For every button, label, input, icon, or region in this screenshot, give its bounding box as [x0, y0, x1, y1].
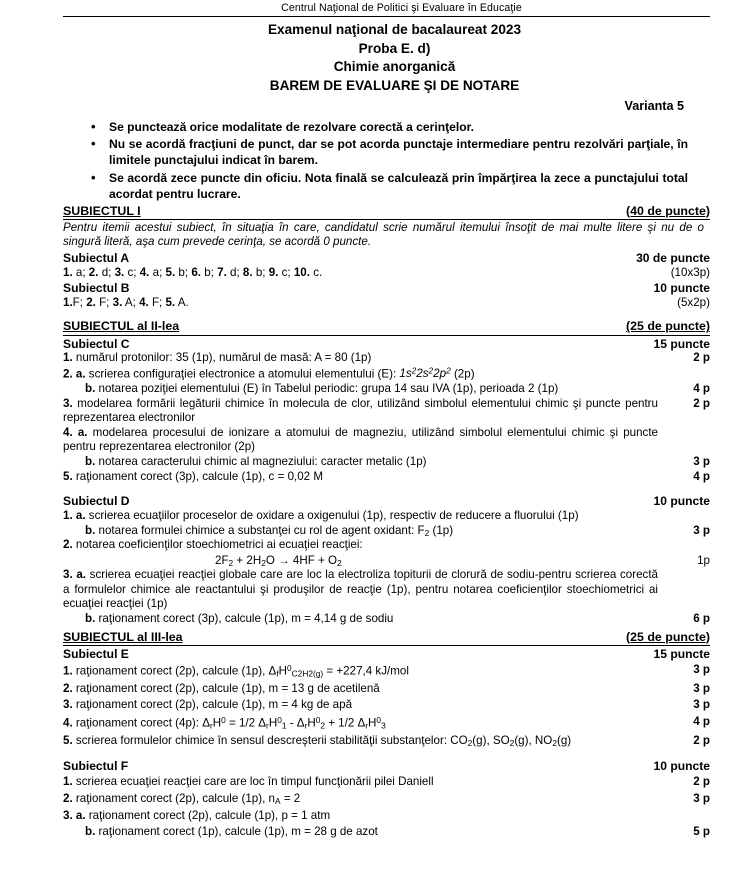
subsection-label: Subiectul F [63, 758, 129, 773]
criterion-points: 3 p [693, 523, 710, 537]
criterion-text: 1. a. scrierea ecuaţiilor proceselor de oxidare a oxigenului (1p), respectiv de reducere a fluorului (1p) [63, 508, 579, 522]
criterion-text: 3. raţionament corect (2p), calcule (1p), m = 4 kg de apă [63, 698, 353, 712]
criterion-row [63, 792, 710, 807]
criterion-points: 3 p [693, 663, 710, 677]
criterion-row [63, 663, 710, 679]
criterion-row [63, 426, 710, 455]
criterion-text: 2. raţionament corect (2p), calcule (1p), $n_A = 2$ [63, 791, 301, 807]
criterion-points: 5 p [693, 825, 710, 839]
chemical-equation-row [63, 554, 710, 568]
criterion-points: 2 p [693, 775, 710, 789]
criterion-row [63, 775, 710, 790]
criterion-points: 4 p [693, 382, 710, 396]
criterion-text: 3. a. scrierea ecuaţiei reacţiei globale care are loc la electroliza topiturii de clorură de sodiu-pentru scrierea corectă a formulelor chimice ale reactantului şi produşilor de reacţie (1p), pentru notarea coeficienţilor stoechiometrici ai ecuaţiei reacţiei (1p) [63, 568, 659, 611]
subsection-points: 30 de puncte [636, 250, 710, 265]
criterion-points: 6 p [693, 611, 710, 625]
criterion-row [63, 470, 710, 485]
answer-row-B [63, 296, 710, 311]
exam-title-line3: Chimie anorganică [333, 59, 456, 75]
criterion-points: 3 p [693, 454, 710, 468]
section-points: (40 de puncte) [626, 203, 710, 218]
subiect-1-note: Pentru itemii acestui subiect, în situaţia în care, candidatul scrie numărul itemului însoţit de mai multe litere şi nu de o singură literă, aşa cum prevede cerinţa, se acordă 0 puncte. [63, 220, 704, 249]
subsection-points: 10 puncte [653, 494, 710, 509]
subsection-points: 10 puncte [653, 758, 710, 773]
criterion-points: 4 p [693, 469, 710, 483]
criterion-row [63, 382, 710, 397]
subsection-header-D [63, 494, 710, 509]
criterion-row [63, 825, 710, 840]
equation-points: 1p [697, 553, 710, 567]
criterion-points: 3 p [693, 698, 710, 712]
criterion-row [63, 715, 710, 731]
criterion-row [63, 351, 710, 366]
exam-title-block [63, 21, 710, 96]
criterion-row [63, 734, 710, 749]
chemical-equation: $2F_2 + 2H_2O \to 4HF + O_2$ [215, 553, 342, 568]
criterion-text: 4. a. modelarea procesului de ionizare a atomului de magneziu, utilizând simbolul elementului chimic şi puncte pentru reprezentarea electronilor (2p) [63, 425, 659, 454]
exam-title-line2: Proba E. d) [358, 40, 431, 56]
criterion-points: 2 p [693, 396, 710, 410]
subsection-label: Subiectul E [63, 646, 129, 661]
criterion-row [63, 397, 710, 426]
criterion-row [63, 455, 710, 470]
criterion-text: 3. modelarea formării legăturii chimice în molecula de clor, utilizând simbolul elementului chimic şi puncte pentru reprezentarea electronilor [63, 396, 658, 425]
institution-line: Centrul Naţional de Politici şi Evaluare în Educaţie [281, 2, 522, 14]
exam-title-line4: BAREM DE EVALUARE ŞI DE NOTARE [269, 78, 520, 94]
answer-points-A: (10x3p) [670, 265, 710, 279]
criterion-text: 4. raţionament corect (4p): $\Delta_rH^0 = 1/2$ $\Delta_rH^0_1 - \Delta_rH^0_2 + 1/2$ $\Delta_rH^0_3$ [63, 714, 386, 731]
criterion-points: 3 p [693, 791, 710, 805]
answer-list-B: 1.F; 2. F; 3. A; 4. F; 5. A. [63, 295, 189, 309]
subsection-header-A [63, 251, 710, 266]
criterion-text: 1. numărul protonilor: 35 (1p), numărul de masă: A = 80 (1p) [63, 351, 372, 365]
criterion-points: 2 p [693, 733, 710, 747]
criterion-points: 4 p [693, 714, 710, 728]
subsection-header-B [63, 281, 710, 296]
section-header-subiect-2 [63, 319, 710, 335]
criterion-row [63, 524, 710, 539]
criterion-text: 5. scrierea formulelor chimice în sensul descreşterii stabilităţii substanţelor: $CO_2(g)$, $SO_2(g)$, $NO_2(g)$ [63, 733, 572, 749]
instructions-list [63, 119, 710, 201]
criterion-row [63, 538, 710, 553]
header-divider [63, 16, 710, 17]
criterion-text: 2. notarea coeficienţilor stoechiometrici ai ecuaţiei reacţiei: [63, 538, 363, 552]
subsection-header-E [63, 647, 710, 662]
subsection-header-F [63, 759, 710, 774]
section-points: (25 de puncte) [626, 319, 710, 334]
criterion-points: 2 p [693, 351, 710, 365]
instruction-item: • Se acordă zece puncte din oficiu. Nota finală se calculează prin împărţirea la zece a punctajului total acordat pentru lucrare. [63, 170, 710, 202]
section-title: SUBIECTUL al II-lea [63, 319, 180, 334]
criterion-text: 1. raţionament corect (2p), calcule (1p), $\Delta_fH^0_{C2H2(g)} = +227,4$ kJ/mol [63, 663, 409, 680]
criterion-text: 2. raţionament corect (2p), calcule (1p), m = 13 g de acetilenă [63, 681, 380, 695]
instruction-item: • Nu se acordă fracţiuni de punct, dar se pot acorda punctaje intermediare pentru rezolvări parţiale, în limitele punctajului indicat în barem. [63, 136, 710, 168]
criterion-text: b. raţionament corect (1p), calcule (1p), m = 28 g de azot [85, 825, 378, 839]
section-header-subiect-1 [63, 204, 710, 220]
criterion-row [63, 509, 710, 524]
section-header-subiect-3 [63, 630, 710, 646]
criterion-row [63, 682, 710, 697]
section-points: (25 de puncte) [626, 629, 710, 644]
section-title: SUBIECTUL al III-lea [63, 629, 183, 644]
variant-label: Varianta 5 [624, 98, 684, 113]
subsection-points: 15 puncte [653, 646, 710, 661]
criterion-text: 3. a. raţionament corect (2p), calcule (1p), p = 1 atm [63, 808, 331, 822]
criterion-row [63, 568, 710, 612]
criterion-row [63, 612, 710, 627]
subsection-header-C [63, 337, 710, 352]
criterion-text: 2. a. scrierea configuraţiei electronice a atomului elementului (E): $1s^22s^22p^2$ (2p) [63, 365, 475, 381]
subsection-label: Subiectul C [63, 336, 130, 351]
criterion-text: b. raţionament corect (3p), calcule (1p), m = 4,14 g de sodiu [85, 611, 394, 625]
criterion-text: 1. scrierea ecuaţiei reacţiei care are loc în timpul funcţionării pilei Daniell [63, 775, 434, 789]
answer-row-A [63, 266, 710, 281]
instruction-item: • Se punctează orice modalitate de rezolvare corectă a cerinţelor. [63, 119, 710, 135]
answer-list-A: 1. a; 2. d; 3. c; 4. a; 5. b; 6. b; 7. d; 8. b; 9. c; 10. c. [63, 265, 323, 279]
subsection-points: 15 puncte [653, 336, 710, 351]
criterion-text: b. notarea caracterului chimic al magneziului: caracter metalic (1p) [85, 454, 427, 468]
criterion-row [63, 698, 710, 713]
answer-points-B: (5x2p) [677, 295, 710, 309]
exam-title-line1: Examenul naţional de bacalaureat 2023 [267, 21, 522, 37]
criterion-points: 3 p [693, 681, 710, 695]
subsection-label: Subiectul A [63, 250, 130, 265]
subsection-label: Subiectul D [63, 494, 130, 509]
criterion-text: b. notarea formulei chimice a substanţei cu rol de agent oxidant: $F_2$ (1p) [85, 523, 454, 538]
criterion-row [63, 809, 710, 824]
criterion-text: b. notarea poziţiei elementului (E) în Tabelul periodic: grupa 14 sau IVA (1p), perioada 2 (1p) [85, 382, 559, 396]
criterion-text: 5. raţionament corect (3p), calcule (1p), c = 0,02 M [63, 469, 324, 483]
subsection-label: Subiectul B [63, 281, 130, 296]
section-title: SUBIECTUL I [63, 203, 141, 218]
subsection-points: 10 puncte [653, 281, 710, 296]
criterion-row [63, 366, 710, 382]
